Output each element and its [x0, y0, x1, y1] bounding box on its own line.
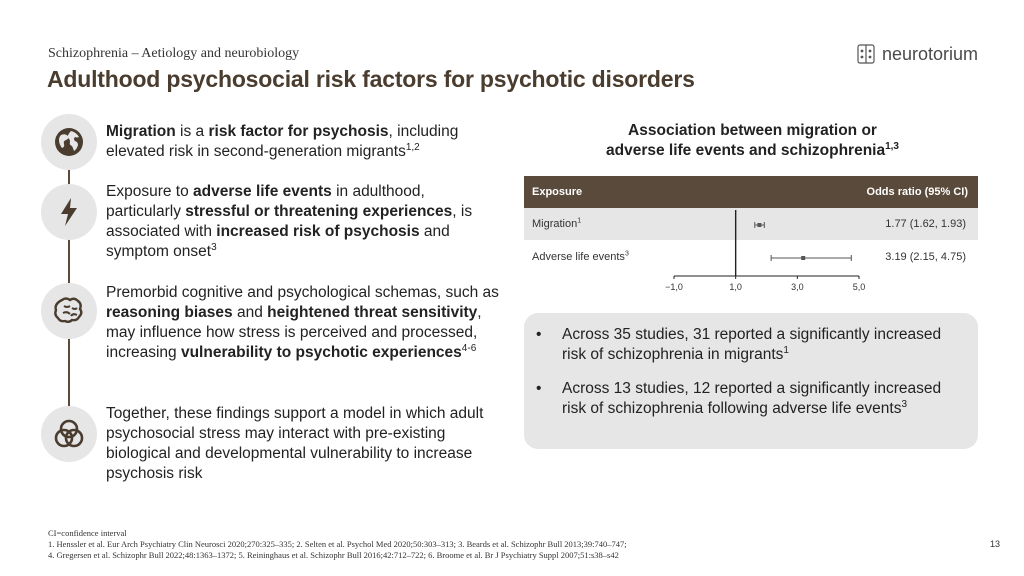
- chart-title-ref: 1,3: [885, 140, 899, 152]
- row-value: 3.19 (2.15, 4.75): [885, 251, 966, 263]
- body-text: and: [232, 304, 268, 321]
- chart-title-line1: Association between migration or: [628, 122, 877, 139]
- body-text: , including elevated risk in second-generation migrants: [106, 123, 459, 160]
- body-text: Together, these findings support a model in which adult psychosocial stress may interact with pre-existing biological and developmental vulnerability to increase psychosis risk: [106, 405, 484, 482]
- col-exposure: Exposure: [532, 186, 583, 198]
- row-label-ref: 1: [577, 217, 582, 225]
- body-text: Exposure to: [106, 183, 194, 200]
- footnote-refs-2: 4. Gregersen et al. Schizophr Bull 2022;48:1363–1372; 5. Reininghaus et al. Schizophr Bull 2016;42:712–722; 6. Broome et al. Br J Psychiatry Suppl 2007;51:s38–s42: [48, 550, 619, 560]
- body-text: and symptom onset: [106, 223, 450, 260]
- table-header: [524, 176, 978, 208]
- point-estimate: [801, 256, 805, 260]
- chart-title: [525, 121, 980, 161]
- row-label-ref: 3: [624, 250, 629, 258]
- emphasis-text: adverse life events: [193, 183, 332, 200]
- body-text: in adulthood, particularly: [106, 183, 425, 220]
- bullet-dot: •: [536, 326, 542, 343]
- emphasis-text: risk factor for psychosis: [208, 123, 389, 140]
- body-text: , is associated with: [106, 203, 473, 240]
- col-odds-ratio: Odds ratio (95% CI): [866, 186, 968, 198]
- venn-icon-badge: [41, 406, 97, 462]
- logo-icon: [856, 43, 876, 65]
- emphasis-text: vulnerability to psychotic experiences: [180, 344, 462, 361]
- bullet-ref: 3: [901, 398, 908, 410]
- globe-icon-badge: [41, 114, 97, 170]
- forest-plot: [524, 208, 978, 298]
- bullet-text: Across 35 studies, 31 reported a significantly increased risk of schizophrenia in migrants: [562, 326, 942, 363]
- globe-icon: [52, 125, 86, 159]
- chart-title-line2: [525, 141, 980, 161]
- venn-icon: [52, 417, 86, 451]
- page-number: 13: [989, 539, 1000, 549]
- reference-superscript: 4-6: [461, 342, 477, 354]
- footnotes: [48, 528, 948, 561]
- x-tick-label: −1,0: [665, 282, 683, 292]
- bullet-ref: 1: [783, 344, 789, 356]
- body-text: Premorbid cognitive and psychological schemas, such as: [106, 284, 499, 301]
- reference-superscript: 3: [211, 241, 217, 253]
- footnote-refs-1: 1. Henssler et al. Eur Arch Psychiatry Clin Neurosci 2020;270:325–335; 2. Selten et al. Psychol Med 2020;50:303–313; 3. Beards et al. Schizophr Bull 2013;39:740–747;: [48, 539, 627, 549]
- bullet-text: Across 13 studies, 12 reported a significantly increased risk of schizophrenia following adverse life events: [562, 380, 942, 417]
- body-text: , may influence how stress is perceived and processed, increasing: [106, 304, 482, 361]
- chart-title-line2-text: adverse life events and schizophrenia: [605, 142, 886, 159]
- body-text: is a: [175, 123, 209, 140]
- emphasis-text: heightened threat sensitivity: [267, 304, 478, 321]
- model-summary-paragraph: [106, 404, 501, 484]
- migration-paragraph: [106, 122, 501, 162]
- brand-logo[interactable]: [856, 43, 978, 65]
- bullet-dot: •: [536, 380, 542, 397]
- x-tick-label: 3,0: [791, 282, 804, 292]
- emphasis-text: reasoning biases: [106, 304, 233, 321]
- footnote-abbrev: CI=confidence interval: [48, 528, 127, 538]
- lightning-icon: [52, 195, 86, 229]
- emphasis-text: stressful or threatening experiences: [185, 203, 453, 220]
- adverse-events-paragraph: [106, 182, 501, 262]
- reference-superscript: 1,2: [405, 141, 420, 153]
- x-tick-label: 1,0: [729, 282, 742, 292]
- summary-bullet: [536, 379, 956, 419]
- cognitive-schemas-paragraph: [106, 283, 501, 363]
- row-label-text: Adverse life events: [532, 251, 625, 263]
- logo-text: neurotorium: [882, 43, 979, 64]
- summary-bullet: [536, 325, 956, 365]
- emphasis-text: Migration: [106, 123, 176, 140]
- point-estimate: [757, 223, 761, 227]
- page-title: Adulthood psychosocial risk factors for psychotic disorders: [47, 66, 695, 92]
- lightning-icon-badge: [41, 184, 97, 240]
- row-value: 1.77 (1.62, 1.93): [885, 218, 966, 230]
- brain-icon: [52, 294, 86, 328]
- x-tick-label: 5,0: [852, 282, 866, 292]
- summary-box: [524, 313, 978, 449]
- section-label: Schizophrenia – Aetiology and neurobiology: [48, 46, 300, 61]
- emphasis-text: increased risk of psychosis: [216, 223, 420, 240]
- brain-icon-badge: [41, 283, 97, 339]
- row-label-text: Migration: [532, 218, 578, 230]
